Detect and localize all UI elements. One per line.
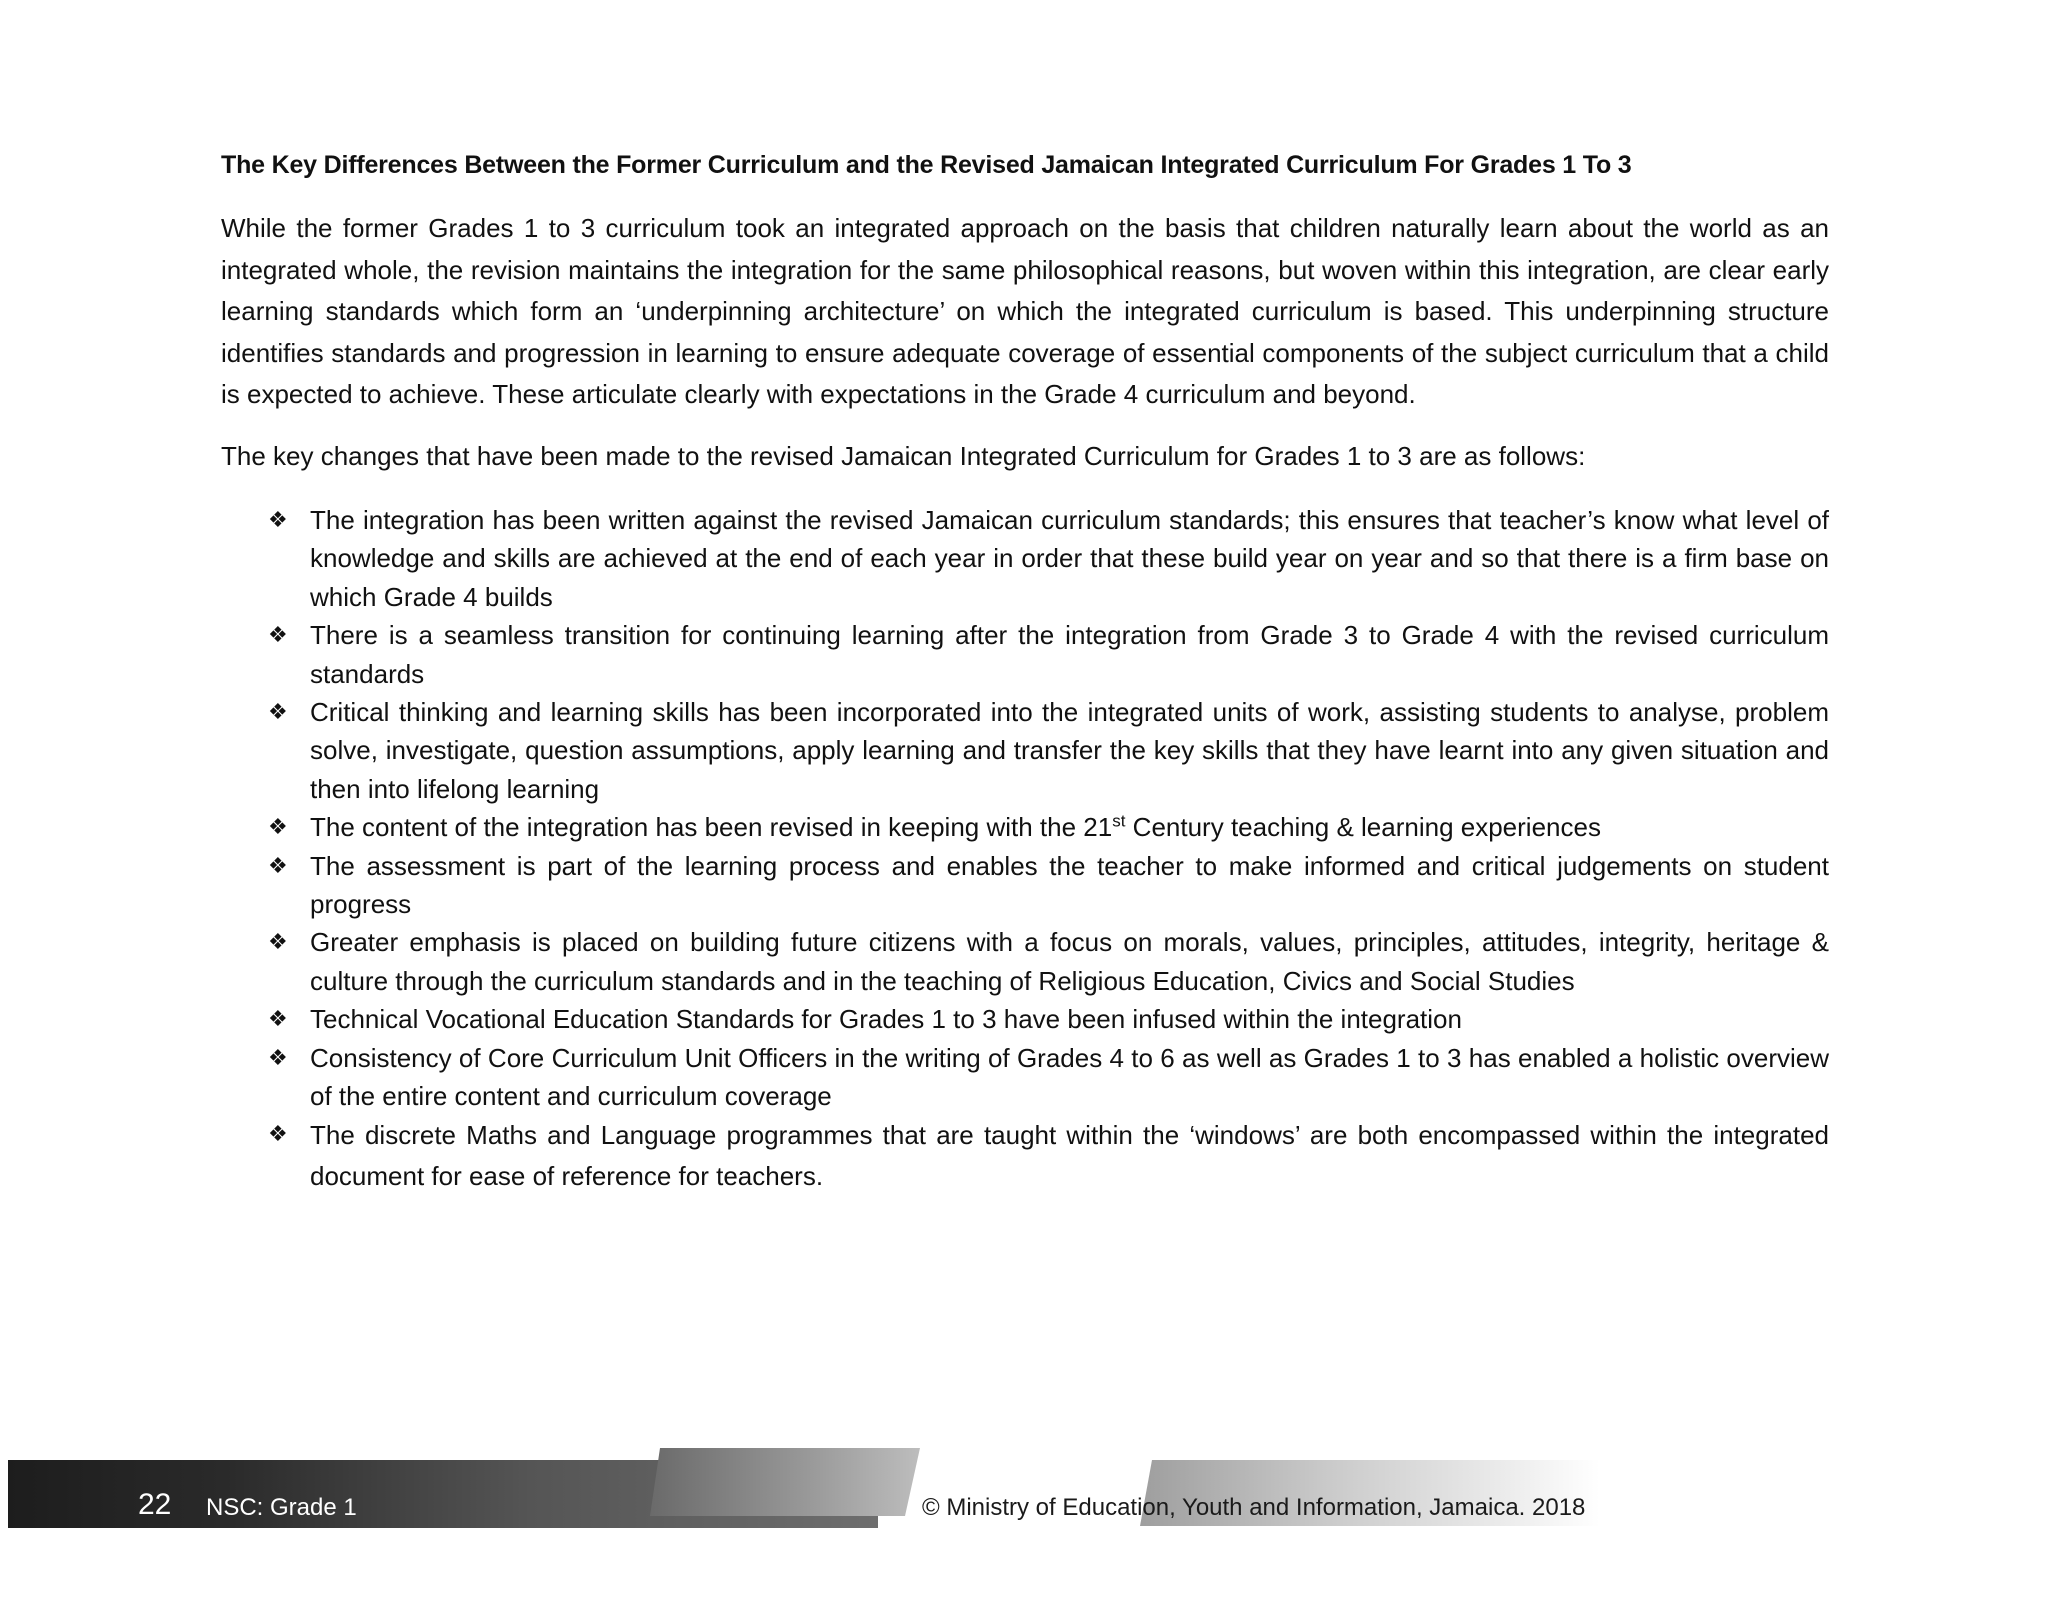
four-diamond-bullet-icon: ❖: [268, 699, 288, 724]
list-item-text: The assessment is part of the learning process and enables the teacher to make informed and critical judgements on student progress: [310, 850, 1829, 920]
list-item-text: Critical thinking and learning skills has been incorporated into the integrated units of work, assisting students to analyse, problem solve, investigate, question assumptions, apply learning and transfer the key skills that they have learnt into any given situation and then into lifelong learning: [310, 697, 1829, 804]
four-diamond-bullet-icon: ❖: [268, 1044, 288, 1070]
list-item: [221, 847, 1829, 924]
footer-label: NSC: Grade 1: [206, 1494, 357, 1521]
list-item-text: Consistency of Core Curriculum Unit Officers in the writing of Grades 4 to 6 as well as Grades 1 to 3 has enabled a holistic overview of the entire content and curriculum coverage: [310, 1042, 1829, 1112]
four-diamond-bullet-icon: ❖: [268, 506, 288, 532]
four-diamond-bullet-icon: ❖: [268, 852, 288, 878]
section-heading: The Key Differences Between the Former Curriculum and the Revised Jamaican Integrated Curriculum For Grades 1 To 3: [221, 151, 1632, 179]
four-diamond-bullet-icon: ❖: [268, 1006, 288, 1032]
page-footer: [0, 1448, 2048, 1530]
list-item: [221, 1115, 1829, 1197]
list-item-text-part: Century teaching & learning experiences: [1125, 812, 1601, 843]
four-diamond-bullet-icon: ❖: [268, 814, 288, 840]
page-number: 22: [138, 1488, 172, 1521]
list-item-text: The integration has been written against the revised Jamaican curriculum standards; this ensures that teacher’s know what level of knowledge and skills are achieved at the end of each year in order that these build year on year and so that there is a firm base on which Grade 4 builds: [310, 504, 1829, 612]
list-item: [221, 923, 1829, 1000]
list-item-text: Greater emphasis is placed on building future citizens with a focus on morals, values, principles, attitudes, integrity, heritage & culture through the curriculum standards and in the teaching of Religious Education, Civics and Social Studies: [310, 927, 1829, 996]
copyright-notice: © Ministry of Education, Youth and Information, Jamaica. 2018: [922, 1494, 1586, 1521]
list-item: [221, 616, 1829, 693]
list-item-text: Technical Vocational Education Standards for Grades 1 to 3 have been infused within the integration: [310, 1004, 1462, 1035]
list-item: [221, 1000, 1829, 1038]
list-item-text: [310, 812, 1601, 842]
four-diamond-bullet-icon: ❖: [268, 929, 288, 955]
list-item: [221, 808, 1829, 846]
list-item: [221, 693, 1829, 808]
intro-paragraph: While the former Grades 1 to 3 curriculum took an integrated approach on the basis that children naturally learn about the world as an integrated whole, the revision maintains the integration for the same philosophical reasons, but woven within this integration, are clear early learning standards which form an ‘underpinning architecture’ on which the integrated curriculum is based. This underpinning structure identifies standards and progression in learning to ensure adequate coverage of essential components of the subject curriculum that a child is expected to achieve. These articulate clearly with expectations in the Grade 4 curriculum and beyond.: [221, 213, 1829, 410]
list-item-text: The discrete Maths and Language programmes that are taught within the ‘windows’ are both encompassed within the integrated document for ease of reference for teachers.: [310, 1120, 1829, 1192]
list-item-text: There is a seamless transition for continuing learning after the integration from Grade 3 to Grade 4 with the revised curriculum standards: [310, 620, 1829, 689]
four-diamond-bullet-icon: ❖: [268, 622, 288, 648]
list-item: [221, 501, 1829, 616]
key-changes-list: [221, 501, 1829, 1198]
list-item: [221, 1039, 1829, 1116]
four-diamond-bullet-icon: ❖: [268, 1121, 288, 1147]
page-content: [221, 148, 1829, 1197]
ordinal-superscript: st: [1112, 811, 1126, 831]
key-changes-intro: The key changes that have been made to the revised Jamaican Integrated Curriculum for Grades 1 to 3 are as follows:: [221, 440, 1586, 471]
footer-slanted-shape: [650, 1448, 920, 1526]
list-item-text-part: The content of the integration has been revised in keeping with the 21: [310, 812, 1113, 843]
